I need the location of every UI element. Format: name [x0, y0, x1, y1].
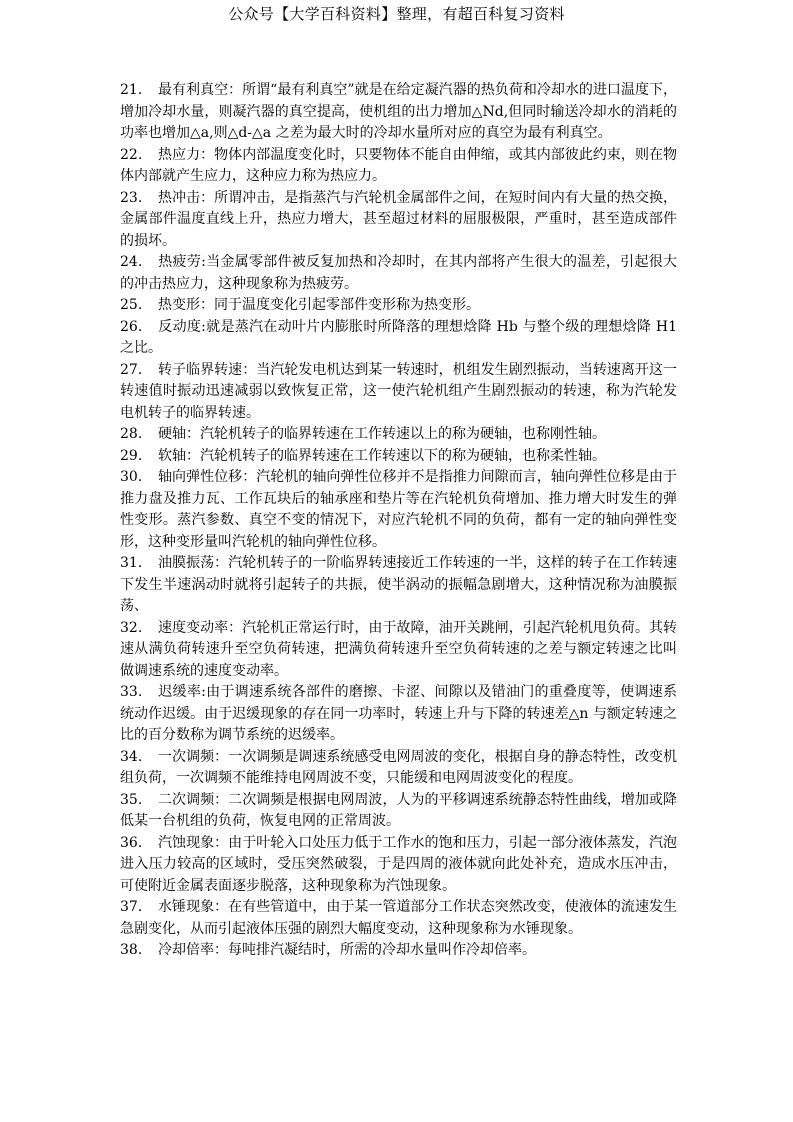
entry-text: 反动度:就是蒸汽在动叶片内膨胀时所降落的理想焓降 Hb 与整个级的理想焓降 H1 之比。: [120, 318, 677, 356]
definition-entry-26: [120, 317, 677, 360]
page-header: 公众号【大学百科资料】整理，有超百科复习资料: [228, 5, 565, 23]
entry-number: 26.: [120, 318, 143, 335]
document-body: [120, 80, 677, 962]
entry-text: 速度变动率：汽轮机正常运行时，由于故障，油开关跳闸，引起汽轮机甩负荷。其转速从满负荷转速升至空负荷转速，把满负荷转速升至空负荷转速的之差与额定转速之比叫做调速系统的速度变动率。: [120, 619, 677, 679]
entry-number: 24.: [120, 254, 143, 270]
entry-text: 热冲击：所谓冲击，是指蒸汽与汽轮机金属部件之间，在短时间内有大量的热交换，金属部件温度直线上升，热应力增大，甚至超过材料的屈服极限，严重时，甚至造成部件的损坏。: [120, 189, 677, 249]
entry-text: 软轴：汽轮机转子的临界转速在工作转速以下的称为硬轴，也称柔性轴。: [158, 447, 606, 464]
entry-number: 36.: [120, 834, 143, 851]
definition-entry-25: [120, 295, 677, 317]
entry-number: 30.: [120, 469, 143, 485]
entry-number: 32.: [120, 619, 143, 636]
entry-text: 一次调频：一次调频是调速系统感受电网周波的变化，根据自身的静态特性，改变机组负荷，一次调频不能维持电网周波不变，只能缓和电网周波变化的程度。: [120, 748, 677, 786]
entry-number: 34.: [120, 748, 143, 765]
entry-text: 硬轴：汽轮机转子的临界转速在工作转速以上的称为硬轴，也称刚性轴。: [158, 426, 606, 442]
entry-text: 轴向弹性位移：汽轮机的轴向弹性位移并不是指推力间隙而言，轴向弹性位移是由于推力盘及推力瓦、工作瓦块后的轴承座和垫片等在汽轮机负荷增加、推力增大时发生的弹性变形。蒸汽参数、真空不变的情况下，对应汽轮机不同的负荷，都有一定的轴向弹性变形，这种变形量叫汽轮机的轴向弹性位移。: [120, 469, 677, 550]
entry-number: 33.: [120, 684, 143, 700]
definition-entry-23: [120, 188, 677, 253]
entry-number: 37.: [120, 899, 143, 915]
definition-entry-33: [120, 682, 677, 747]
definition-entry-30: [120, 467, 677, 553]
entry-number: 28.: [120, 426, 143, 442]
entry-number: 23.: [120, 189, 143, 206]
definition-entry-36: [120, 833, 677, 898]
entry-text: 最有利真空：所谓“最有利真空”就是在给定凝汽器的热负荷和冷却水的进口温度下，增加冷却水量，则凝汽器的真空提高，使机组的出力增加△Nd,但同时输送冷却水的消耗的功率也增加△a,则△d-△a 之差为最大时的冷却水量所对应的真空为最有利真空。: [120, 82, 677, 141]
entry-text: 热疲劳:当金属零部件被反复加热和冷却时，在其内部将产生很大的温差，引起很大的冲击热应力，这种现象称为热疲劳。: [120, 254, 677, 292]
entry-number: 35.: [120, 791, 143, 808]
entry-number: 31.: [120, 555, 143, 571]
definition-entry-32: [120, 618, 677, 683]
entry-number: 25.: [120, 297, 143, 313]
entry-text: 热应力：物体内部温度变化时，只要物体不能自由伸缩，或其内部彼此约束，则在物体内部就产生应力，这种应力称为热应力。: [120, 146, 677, 184]
definition-entry-31: [120, 553, 677, 618]
definition-entry-22: [120, 145, 677, 188]
definition-entry-37: [120, 897, 677, 940]
definition-entry-38: [120, 940, 677, 962]
entry-number: 21.: [120, 82, 143, 98]
definition-entry-28: [120, 424, 677, 446]
definition-entry-29: [120, 446, 677, 468]
entry-text: 汽蚀现象：由于叶轮入口处压力低于工作水的饱和压力，引起一部分液体蒸发，汽泡进入压力较高的区域时，受压突然破裂，于是四周的液体就向此处补充，造成水压冲击，可使附近金属表面逐步脱落，这种现象称为汽蚀现象。: [120, 834, 677, 894]
definition-entry-35: [120, 790, 677, 833]
entry-text: 冷却倍率：每吨排汽凝结时，所需的冷却水量叫作冷却倍率。: [158, 942, 536, 958]
entry-text: 油膜振荡：汽轮机转子的一阶临界转速接近工作转速的一半，这样的转子在工作转速下发生半速涡动时就将引起转子的共振，使半涡动的振幅急剧增大，这种情况称为油膜振荡、: [120, 555, 677, 614]
entry-number: 38.: [120, 942, 143, 958]
definition-entry-27: [120, 360, 677, 425]
entry-text: 迟缓率:由于调速系统各部件的磨擦、卡涩、间隙以及错油门的重叠度等，使调速系统动作迟缓。由于迟缓现象的存在同一功率时，转速上升与下降的转速差△n 与额定转速之比的百分数称为调节系统的迟缓率。: [120, 684, 677, 743]
definition-entry-34: [120, 747, 677, 790]
definition-entry-21: [120, 80, 677, 145]
entry-number: 27.: [120, 361, 143, 378]
entry-text: 水锤现象：在有些管道中，由于某一管道部分工作状态突然改变，使液体的流速发生急剧变化，从而引起液体压强的剧烈大幅度变动，这种现象称为水锤现象。: [120, 899, 677, 937]
entry-number: 22.: [120, 146, 143, 163]
definition-entry-24: [120, 252, 677, 295]
entry-number: 29.: [120, 447, 143, 464]
entry-text: 二次调频：二次调频是根据电网周波，人为的平移调速系统静态特性曲线，增加或降低某一台机组的负荷，恢复电网的正常周波。: [120, 791, 677, 829]
entry-text: 热变形：同于温度变化引起零部件变形称为热变形。: [158, 297, 480, 313]
entry-text: 转子临界转速：当汽轮发电机达到某一转速时，机组发生剧烈振动，当转速离开这一转速值时振动迅速减弱以致恢复正常，这一使汽轮机组产生剧烈振动的转速，称为汽轮发电机转子的临界转速。: [120, 361, 677, 421]
